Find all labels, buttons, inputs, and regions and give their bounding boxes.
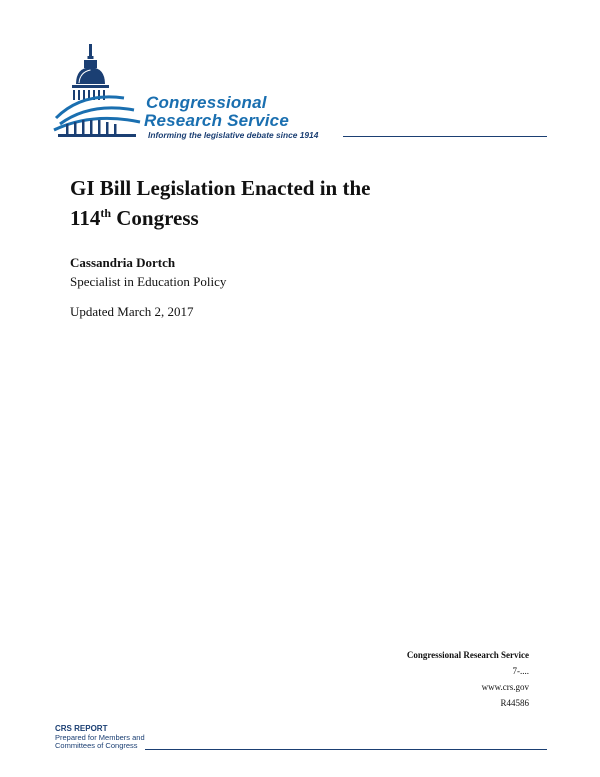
footer-line-2: Prepared for Members and [55, 732, 145, 742]
updated-date: Updated March 2, 2017 [70, 304, 194, 319]
title-congress-number: 114 [70, 206, 101, 230]
title-ordinal-suffix: th [100, 206, 112, 220]
author-name: Cassandria Dortch [70, 255, 176, 270]
crs-website-link[interactable]: www.crs.gov [481, 682, 529, 692]
footer-report-type: CRS REPORT [55, 724, 108, 733]
crs-logo [52, 40, 552, 150]
footer-line-3: Committees of Congress [55, 741, 138, 750]
document-title [70, 173, 370, 233]
title-congress-word: Congress [111, 206, 199, 230]
logo-line-1: Congressional [146, 93, 267, 112]
logo-tagline: Informing the legislative debate since 1914 [148, 130, 319, 140]
logo-wordmark [146, 94, 289, 130]
logo-divider [343, 136, 547, 137]
crs-info-block [407, 647, 529, 711]
crs-org-name: Congressional Research Service [406, 650, 529, 660]
report-number: R44586 [500, 698, 529, 708]
footer-divider [145, 749, 547, 750]
capitol-dome-icon [52, 40, 152, 150]
crs-code: 7-.... [512, 666, 529, 676]
footer [55, 725, 145, 751]
title-line-1: GI Bill Legislation Enacted in the [70, 176, 371, 200]
author-role: Specialist in Education Policy [70, 274, 227, 289]
logo-line-2: Research Service [144, 111, 289, 130]
